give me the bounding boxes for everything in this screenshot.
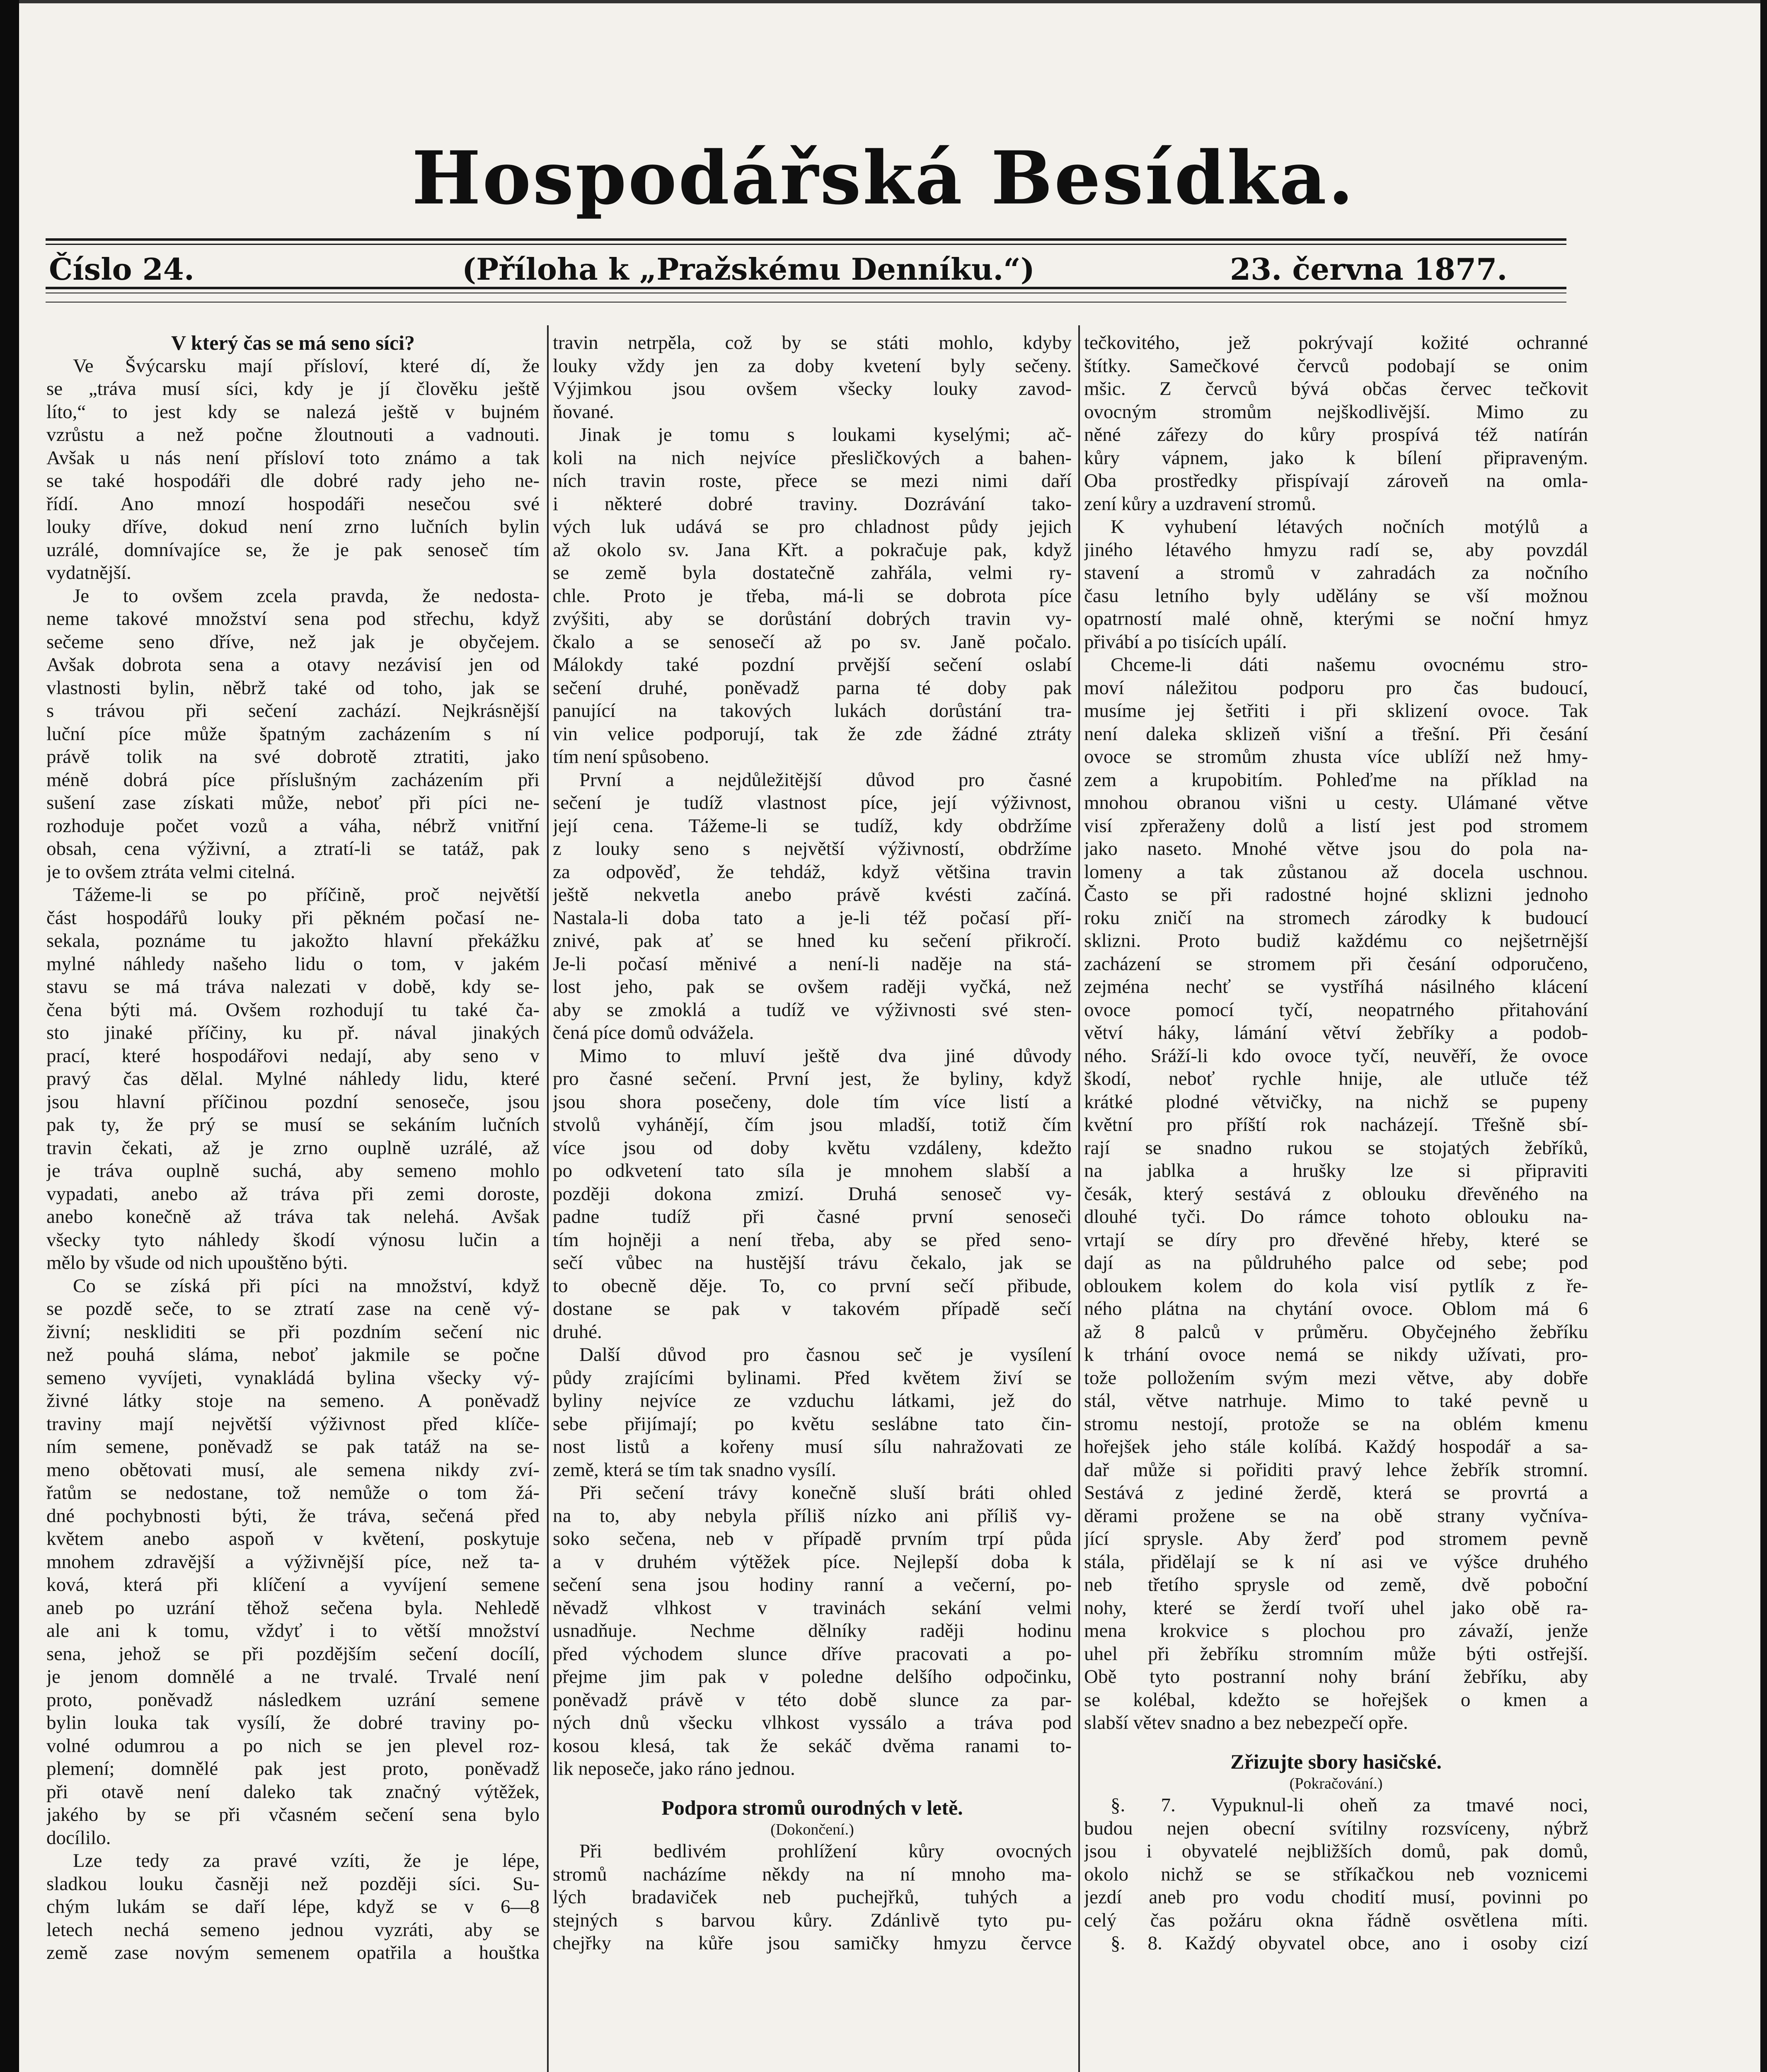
text-line: Při sečení trávy konečně sluší bráti ohled bbox=[579, 1482, 1072, 1503]
text-line: anebo konečně až tráva tak nelehá. Avšak bbox=[46, 1206, 540, 1227]
text-line: něné zářezy do kůry prospívá též natírán bbox=[1084, 424, 1588, 445]
text-line: stavu se má tráva nalezati v době, kdy se- bbox=[46, 976, 540, 997]
text-line: než pouhá sláma, neboť jakmile se počne bbox=[46, 1344, 540, 1365]
text-line: mělo by všude od nich upouštěno býti. bbox=[46, 1252, 348, 1273]
text-line: a v druhém výtěžek píce. Nejlepší doba k bbox=[553, 1551, 1072, 1573]
text-line: před východem slunce dříve pracovati a po- bbox=[553, 1643, 1072, 1665]
text-line: zení kůry a uzdravení stromů. bbox=[1084, 493, 1316, 515]
text-line: sečí vůbec na hustější trávu čekalo, jak se bbox=[553, 1252, 1072, 1273]
text-line: chle. Proto je třeba, má-li se dobrota píce bbox=[553, 585, 1072, 607]
masthead-title: Hospodářská Besídka. bbox=[411, 135, 1356, 221]
text-line: půdy zrajícími bylinami. Před květem živí se bbox=[553, 1367, 1072, 1389]
issue-number: Číslo 24. bbox=[49, 252, 194, 287]
text-line: moví náležitou podporu pro čas budoucí, bbox=[1084, 677, 1588, 699]
text-line: vin velice podporují, tak že zde žádné ztráty bbox=[553, 723, 1072, 745]
scan-edge-left bbox=[0, 0, 19, 2072]
text-line: s trávou při sečení zachází. Nejkrásnější bbox=[46, 700, 540, 721]
text-line: letech nechá semeno jednou vyzráti, aby se bbox=[46, 1919, 540, 1941]
text-line: ním semene, poněvadž se pak tatáž na se- bbox=[46, 1436, 540, 1457]
text-line: okolo nichž se se stříkačkou neb voznicemi bbox=[1084, 1863, 1588, 1885]
text-line: traviny mají největší výživnost před klíče- bbox=[46, 1413, 540, 1435]
text-line: část hospodářů louky při pěkném počasí ne- bbox=[46, 907, 540, 929]
text-line: nost listů a kořeny musí sílu nahražovati ze bbox=[553, 1436, 1072, 1457]
text-line: slabší větev snadno a bez nebezpečí opře. bbox=[1084, 1712, 1408, 1733]
text-line: Avšak dobrota sena a otavy nezávisí jen od bbox=[46, 654, 540, 675]
text-line: bylin louka tak vysílí, že dobré traviny po- bbox=[46, 1712, 540, 1733]
text-line: První a nejdůležitější důvod pro časné bbox=[579, 769, 1072, 791]
text-line: ale ani k tomu, vždyť i to větší množství bbox=[46, 1620, 540, 1641]
text-line: Chceme-li dáti našemu ovocnému stro- bbox=[1111, 654, 1588, 675]
text-line: k trhání ovoce nemá se nikdy užívati, pro- bbox=[1084, 1344, 1588, 1365]
text-line: jící sprysle. Aby žerď pod stromem pevně bbox=[1084, 1528, 1588, 1549]
text-line: chým lukám se daří lépe, když se v 6—8 bbox=[46, 1896, 540, 1917]
column-divider bbox=[1078, 325, 1080, 2072]
text-line: celý čas požáru okna řádně osvětlena míti. bbox=[1084, 1909, 1588, 1931]
text-line: stála, přidělají se k ní asi ve výšce druhého bbox=[1084, 1551, 1588, 1573]
text-line: vypadati, anebo až tráva při zemi doroste, bbox=[46, 1183, 540, 1205]
text-line: hořejšek jeho stále kolíbá. Každý hospodář a sa- bbox=[1084, 1436, 1588, 1457]
text-line: právě tolik na své dobrotě ztratiti, jako bbox=[46, 746, 540, 767]
text-line: mnohem zdravější a výživnější píce, než ta- bbox=[46, 1551, 540, 1573]
text-line: při otavě není daleko tak značný výtěžek, bbox=[46, 1781, 540, 1803]
text-line: sečení je tudíž vlastnost píce, její výživnost, bbox=[553, 792, 1072, 813]
text-line: poněvadž právě v této době slunce za par- bbox=[553, 1689, 1072, 1711]
text-line: plemení; domnělé pak jest proto, poněvadž bbox=[46, 1758, 540, 1779]
text-line: vzrůstu a než počne žloutnouti a vadnouti. bbox=[46, 424, 540, 445]
text-line: něvadž vlhkost v travinách sekání velmi bbox=[553, 1597, 1072, 1619]
text-line: z louky seno s největší výživností, obdržíme bbox=[553, 838, 1072, 859]
text-line: živné látky stoje na semeno. A poněvadž bbox=[46, 1390, 540, 1411]
text-line: jiného létavého hmyzu radí se, aby povzdál bbox=[1084, 539, 1588, 561]
text-line: obloukem kolem do kola visí pytlík z ře- bbox=[1084, 1275, 1588, 1297]
text-line: stromů nacházíme někdy na ní mnoho ma- bbox=[553, 1863, 1072, 1885]
header-rule bbox=[46, 238, 1566, 241]
text-line: krátké plodné větvičky, na nichž se pupeny bbox=[1084, 1091, 1588, 1113]
article-subheading: (Dokončení.) bbox=[770, 1821, 854, 1838]
text-line: jsou hlavní příčinou pozdní senoseče, jsou bbox=[46, 1091, 540, 1113]
text-line: na jablka a hrušky lze si připraviti bbox=[1084, 1160, 1588, 1181]
text-line: to obecně děje. To, co první sečí přibude, bbox=[553, 1275, 1072, 1297]
text-line: ného. Sráží-li kdo ovoce tyčí, neuvěří, že ovoce bbox=[1084, 1045, 1588, 1067]
text-line: sušení zase získati může, neboť při píci ne- bbox=[46, 792, 540, 813]
text-line: sečení sena jsou hodiny ranní a večerní, po- bbox=[553, 1574, 1072, 1595]
text-line: stromu nestojí, protože se na oblém kmenu bbox=[1084, 1413, 1588, 1435]
text-line: větví háky, lámání větví žebříky a podob- bbox=[1084, 1022, 1588, 1043]
text-line: ovoce se stromům zhusta více ublíží než hmy- bbox=[1084, 746, 1588, 767]
text-line: Nastala-li doba tato a je-li též počasí pří- bbox=[553, 907, 1072, 929]
text-line: druhé. bbox=[553, 1321, 602, 1343]
text-line: Je-li počasí měnivé a není-li naděje na stá- bbox=[553, 953, 1072, 975]
text-line: aneb po uzrání těhož sečena byla. Nehledě bbox=[46, 1597, 540, 1619]
text-line: pak ty, že prý se musí se sekáním lučních bbox=[46, 1114, 540, 1135]
scan-edge-right bbox=[1760, 0, 1767, 2072]
text-line: jakého by se při včasném sečení sena bylo bbox=[46, 1804, 540, 1825]
text-line: vydatnější. bbox=[46, 562, 131, 583]
text-line: Často se při radostné hojné sklizni jednoho bbox=[1084, 884, 1588, 905]
text-line: volné odumrou a po nich se jen plevel roz- bbox=[46, 1735, 540, 1757]
text-line: jako naseto. Mnohé větve jsou do pola na- bbox=[1084, 838, 1588, 859]
text-line: Avšak u nás není přísloví toto známo a tak bbox=[46, 447, 540, 469]
text-line: lomeny a tak zůstanou až docela uschnou. bbox=[1084, 861, 1588, 883]
text-line: tím není spůsobeno. bbox=[553, 746, 709, 767]
text-line: Sestává z jediné žerdě, která se provrtá a bbox=[1084, 1482, 1588, 1503]
text-line: sklizni. Proto budiž každému co nejšetrnější bbox=[1084, 930, 1588, 951]
text-line: uzrálé, domnívajíce se, že je pak senoseč tím bbox=[46, 539, 540, 561]
text-line: sebe přijímají; po květu seslábne tato čin- bbox=[553, 1413, 1072, 1435]
column-divider bbox=[547, 325, 549, 2072]
text-line: zacházení se stromem při česání odporučeno, bbox=[1084, 953, 1588, 975]
text-line: ních travin roste, přece se mezi nimi daří bbox=[553, 470, 1072, 491]
text-line: dlouhé tyči. Do rámce tohoto oblouku na- bbox=[1084, 1206, 1588, 1227]
text-line: škodí, neboť rychle hnije, ale utluče též bbox=[1084, 1068, 1588, 1089]
text-line: neme takové množství sena pod střechu, když bbox=[46, 608, 540, 629]
text-line: květní pro příští rok nacházejí. Třešně sbí- bbox=[1084, 1114, 1588, 1135]
text-line: rají se snadno rukou se stojatých žebříků, bbox=[1084, 1137, 1588, 1159]
text-line: sečeme seno dříve, než jak je obyčejem. bbox=[46, 631, 540, 653]
text-line: ného plátna na chytání ovoce. Oblom má 6 bbox=[1084, 1298, 1588, 1319]
text-line: se země byla dostatečně zahřála, velmi ry- bbox=[553, 562, 1072, 583]
text-line: Co se získá při píci na množství, když bbox=[73, 1275, 540, 1297]
text-line: Jinak je tomu s loukami kyselými; ač- bbox=[579, 424, 1072, 445]
text-line: za odpověď, že tehdáž, když většina travin bbox=[553, 861, 1072, 883]
article-heading: V který čas se má seno síci? bbox=[171, 332, 415, 354]
text-line: panující na takových lukách dorůstání tra- bbox=[553, 700, 1072, 721]
text-line: louky vždy jen za doby kvetení byly sečeny. bbox=[553, 355, 1072, 377]
text-line: květem anebo aspoň v květení, poskytuje bbox=[46, 1528, 540, 1549]
header-rule bbox=[46, 244, 1566, 245]
text-line: padne tudíž při časné první senoseči bbox=[553, 1206, 1072, 1227]
text-line: lost jeho, pak se ovšem raději vyčká, než bbox=[553, 976, 1072, 997]
text-line: kůry vápnem, jako k bílení připraveným. bbox=[1084, 447, 1588, 469]
text-line: dné pochybnosti býti, že tráva, sečená před bbox=[46, 1505, 540, 1527]
text-line: dostane se pak v takovém případě sečí bbox=[553, 1298, 1072, 1319]
text-line: tečkovitého, jež pokrývají kožité ochranné bbox=[1084, 332, 1588, 353]
text-line: docílilo. bbox=[46, 1827, 111, 1849]
text-line: stejných s barvou kůry. Zdánlivě tyto pu- bbox=[553, 1909, 1072, 1931]
text-line: ovocným stromům nejškodlivější. Mimo zu bbox=[1084, 401, 1588, 423]
text-line: Lze tedy za pravé vzíti, že je lépe, bbox=[73, 1850, 540, 1871]
text-line: lých bradaviček neb puchejřků, tuhých a bbox=[553, 1886, 1072, 1908]
text-line: líto,“ to jest kdy se nalezá ještě v bujném bbox=[46, 401, 540, 423]
header-rule bbox=[46, 287, 1566, 289]
text-line: zejména nechť se vystříhá násilného klácení bbox=[1084, 976, 1588, 997]
text-line: Ve Švýcarsku mají přísloví, které dí, že bbox=[73, 355, 540, 377]
article-subheading: (Pokračování.) bbox=[1289, 1775, 1383, 1792]
text-line: vých luk udává se pro chladnost půdy jejich bbox=[553, 516, 1072, 537]
text-line: mylné náhledy našeho lidu o tom, v jakém bbox=[46, 953, 540, 975]
text-line: musíme jej šetřiti i při sklizení ovoce. Tak bbox=[1084, 700, 1588, 721]
text-line: sekala, poznáme tu jakožto hlavní překážku bbox=[46, 930, 540, 951]
text-line: času letního byly udělány se vší možnou bbox=[1084, 585, 1588, 607]
text-line: meno obětovati musí, ale semena nikdy zví- bbox=[46, 1459, 540, 1481]
text-line: travin netrpěla, což by se státi mohlo, kdyby bbox=[553, 332, 1072, 353]
header-rule bbox=[46, 302, 1566, 303]
text-line: vrtají se díry pro dřevěné hřeby, které se bbox=[1084, 1229, 1588, 1251]
supplement-note: (Příloha k „Pražskému Denníku.“) bbox=[462, 252, 1035, 287]
text-line: usnadňuje. Nechme dělníky raději hodinu bbox=[553, 1620, 1072, 1641]
text-line: prací, které hospodářovi nedají, aby seno v bbox=[46, 1045, 540, 1067]
text-line: čená píce domů odvážela. bbox=[553, 1022, 754, 1043]
text-line: proto, poněvadž následkem uzrání semene bbox=[46, 1689, 540, 1711]
text-line: stavení a stromů v zahradách za nočního bbox=[1084, 562, 1588, 583]
article-heading: Zřizujte sbory hasičské. bbox=[1230, 1750, 1442, 1773]
text-line: děrami prožene se na obě strany vyčníva- bbox=[1084, 1505, 1588, 1527]
text-line: pravý čas dělal. Mylné náhledy lidu, které bbox=[46, 1068, 540, 1089]
text-line: mnohou obranou višni u cesty. Ulámané větve bbox=[1084, 792, 1588, 813]
text-line: ňované. bbox=[553, 401, 614, 423]
text-line: zvýšiti, aby se dorůstání dobrých travin vy- bbox=[553, 608, 1072, 629]
text-line: přejme jim pak v poledne delšího odpočinku, bbox=[553, 1666, 1072, 1687]
text-line: ková, která při klíčení a vyvíjení semene bbox=[46, 1574, 540, 1595]
text-line: zem a krupobitím. Pohleďme na příklad na bbox=[1084, 769, 1588, 791]
text-line: sečení druhé, poněvadž parna té doby pak bbox=[553, 677, 1072, 699]
text-line: stvolů vyhánějí, čím jsou mladší, totiž čím bbox=[553, 1114, 1072, 1135]
text-line: až 8 palců v průměru. Obyčejného žebříku bbox=[1084, 1321, 1588, 1343]
text-line: se kolébal, kdežto se hořejšek o kmen a bbox=[1084, 1689, 1588, 1711]
text-line: vlastnosti bylin, něbrž také od toho, jak se bbox=[46, 677, 540, 699]
text-line: nohy, které se žerdí tvoří uhel jako obě ra- bbox=[1084, 1597, 1588, 1619]
text-line: je to ovšem ztráta velmi citelná. bbox=[46, 861, 295, 883]
text-line: tože polložením svým mezi větve, aby dobře bbox=[1084, 1367, 1588, 1389]
scan-edge-top bbox=[0, 0, 1767, 3]
text-line: ných dnů všecku vlhkost vyssálo a tráva pod bbox=[553, 1712, 1072, 1733]
text-line: po odkvetení tato síla je mnohem slabší a bbox=[553, 1160, 1072, 1181]
text-line: země zase novým semenem opatřila a houštka bbox=[46, 1942, 540, 1963]
text-line: Tážeme-li se po příčině, proč největší bbox=[73, 884, 540, 905]
text-line: louky dříve, dokud není zrno lučních bylin bbox=[46, 516, 540, 537]
text-line: pro časné sečení. První jest, že byliny, když bbox=[553, 1068, 1072, 1089]
text-line: jsou i obyvatelé nejbližších domů, pak domů, bbox=[1084, 1840, 1588, 1862]
text-line: K vyhubení létavých nočních motýlů a bbox=[1111, 516, 1588, 537]
text-line: §. 8. Každý obyvatel obce, ano i osoby cizí bbox=[1111, 1932, 1588, 1954]
text-line: semeno vyvíjeti, vynakládá bylina všecky vý- bbox=[46, 1367, 540, 1389]
text-line: visí zpřeraženy dolů a listí jest pod stromem bbox=[1084, 815, 1588, 837]
text-line: Při bedlivém prohlížení kůry ovocných bbox=[579, 1840, 1072, 1862]
text-line: roku zničí na stromech zárodky k budoucí bbox=[1084, 907, 1588, 929]
text-line: mšic. Z červců bývá občas červec tečkovit bbox=[1084, 378, 1588, 399]
text-line: později dokona zmizí. Druhá senoseč vy- bbox=[553, 1183, 1072, 1205]
text-line: je tráva ouplně suchá, aby semeno mohlo bbox=[46, 1160, 540, 1181]
text-line: méně dobrá píce příslušným zacházením při bbox=[46, 769, 540, 791]
text-line: soko sečena, neb v případě prvním trpí půda bbox=[553, 1528, 1072, 1549]
text-line: znivé, pak ať se hned ku sečení přikročí. bbox=[553, 930, 1072, 951]
text-line: řídí. Ano mnozí hospodáři nesečou své bbox=[46, 493, 540, 515]
text-line: se „tráva musí síci, kdy je jí člověku ještě bbox=[46, 378, 540, 399]
text-line: §. 7. Vypuknul-li oheň za tmavé noci, bbox=[1111, 1794, 1588, 1816]
text-line: mena krokvice s plochou pro závaží, jenže bbox=[1084, 1620, 1588, 1641]
text-line: ovoce pomocí tyčí, neopatrného přitahování bbox=[1084, 999, 1588, 1021]
text-line: Další důvod pro časnou seč je vysílení bbox=[579, 1344, 1072, 1365]
text-column-2 bbox=[553, 332, 1072, 1955]
text-line: Výjimkou jsou ovšem všecky louky zavod- bbox=[553, 378, 1072, 399]
text-line: Je to ovšem zcela pravda, že nedosta- bbox=[73, 585, 540, 607]
text-line: stál, větve natrhuje. Mimo to také pevně u bbox=[1084, 1390, 1588, 1411]
spacer bbox=[553, 1781, 1072, 1796]
text-line: Mimo to mluví ještě dva jiné důvody bbox=[579, 1045, 1072, 1067]
text-line: budou nejen obecní svítilny rozsvíceny, nýbrž bbox=[1084, 1817, 1588, 1839]
text-line: dař může si pořiditi pravý lehce žebřík stromní. bbox=[1084, 1459, 1588, 1481]
text-line: na to, aby nebyla příliš nízko ani příliš vy- bbox=[553, 1505, 1072, 1527]
text-line: až okolo sv. Jana Křt. a pokračuje pak, když bbox=[553, 539, 1072, 561]
text-line: kosou klesá, tak že sekáč dvěma ranami to- bbox=[553, 1735, 1072, 1757]
text-line: přivábí a po tisících upálí. bbox=[1084, 631, 1287, 653]
text-line: živní; neskliditi se při pozdním sečení nic bbox=[46, 1321, 540, 1343]
text-line: štítky. Samečkové červců podobají se onim bbox=[1084, 355, 1588, 377]
text-line: luční píce může špatným zacházením s ní bbox=[46, 723, 540, 745]
text-line: je jenom domnělé a ne trvalé. Trvalé není bbox=[46, 1666, 540, 1687]
text-line: není daleka sklizeň višní a třešní. Při česání bbox=[1084, 723, 1588, 745]
text-line: její cena. Tážeme-li se tudíž, kdy obdržíme bbox=[553, 815, 1072, 837]
text-line: řatům se nedostane, tož nemůže o tom žá- bbox=[46, 1482, 540, 1503]
text-column-1 bbox=[46, 332, 540, 1965]
text-line: česák, který sestává z oblouku dřevěného na bbox=[1084, 1183, 1588, 1205]
issue-date: 23. června 1877. bbox=[1230, 252, 1508, 287]
text-line: neb třetího sprysle od země, dvě poboční bbox=[1084, 1574, 1588, 1595]
text-line: uhel při žebříku stromním může býti ostřejší. bbox=[1084, 1643, 1588, 1665]
text-line: opatrností malé ohně, kterými se noční hmyz bbox=[1084, 608, 1588, 629]
article-heading: Podpora stromů ourodných v letě. bbox=[661, 1796, 963, 1819]
text-line: obsah, cena výživní, a ztratí-li se tatáž, pak bbox=[46, 838, 540, 859]
text-line: Oba prostředky přispívají zároveň na omla- bbox=[1084, 470, 1588, 491]
text-line: byliny nejvíce ze vzduchu látkami, jež do bbox=[553, 1390, 1072, 1411]
text-line: rozhoduje počet vozů a váha, nébrž vnitřní bbox=[46, 815, 540, 837]
text-line: i některé dobré traviny. Dozrávání tako- bbox=[553, 493, 1072, 515]
text-line: jsou shora posečeny, dole tím více listí a bbox=[553, 1091, 1072, 1113]
text-line: všecky tyto náhledy škodí výnosu lučin a bbox=[46, 1229, 540, 1251]
text-line: se také hospodáři dle dobré rady jeho ne- bbox=[46, 470, 540, 491]
spacer bbox=[1084, 1735, 1588, 1750]
text-line: dají as na půldruhého palce od sebe; pod bbox=[1084, 1252, 1588, 1273]
text-line: Málokdy také pozdní prvější sečení oslabí bbox=[553, 654, 1072, 675]
text-column-3 bbox=[1084, 332, 1588, 1955]
text-line: jezdí aneb pro vodu chodití musí, povinni po bbox=[1084, 1886, 1588, 1908]
text-line: sto jinaké příčiny, ku př. nával jinakých bbox=[46, 1022, 540, 1043]
text-line: aby se zmoklá a tudíž ve výživnosti své sten- bbox=[553, 999, 1072, 1021]
text-line: tím hojněji a není třeba, aby se před seno- bbox=[553, 1229, 1072, 1251]
text-line: travin čekati, až je zrno ouplně uzrálé, až bbox=[46, 1137, 540, 1159]
text-line: lik neposeče, jako ráno jednou. bbox=[553, 1758, 795, 1779]
text-line: sena, jehož se při pozdějším sečení docílí, bbox=[46, 1643, 540, 1665]
text-line: čkalo a se senosečí až po sv. Janě počalo. bbox=[553, 631, 1072, 653]
text-line: chejřky na kůře jsou samičky hmyzu červce bbox=[553, 1932, 1072, 1954]
text-line: země, která se tím tak snadno vysílí. bbox=[553, 1459, 836, 1481]
text-line: více jsou od doby květu vzdáleny, kdežto bbox=[553, 1137, 1072, 1159]
text-line: čena býti má. Ovšem rozhodují tu také ča- bbox=[46, 999, 540, 1021]
text-line: ještě nekvetla anebo právě kvésti začíná. bbox=[553, 884, 1072, 905]
text-line: se pozdě seče, to se ztratí zase na ceně vý- bbox=[46, 1298, 540, 1319]
text-line: koli na nich nejvíce přesličkových a bahen- bbox=[553, 447, 1072, 469]
text-line: Obě tyto postranní nohy brání žebříku, aby bbox=[1084, 1666, 1588, 1687]
text-line: sladkou louku časněji než později síci. Su- bbox=[46, 1873, 540, 1895]
